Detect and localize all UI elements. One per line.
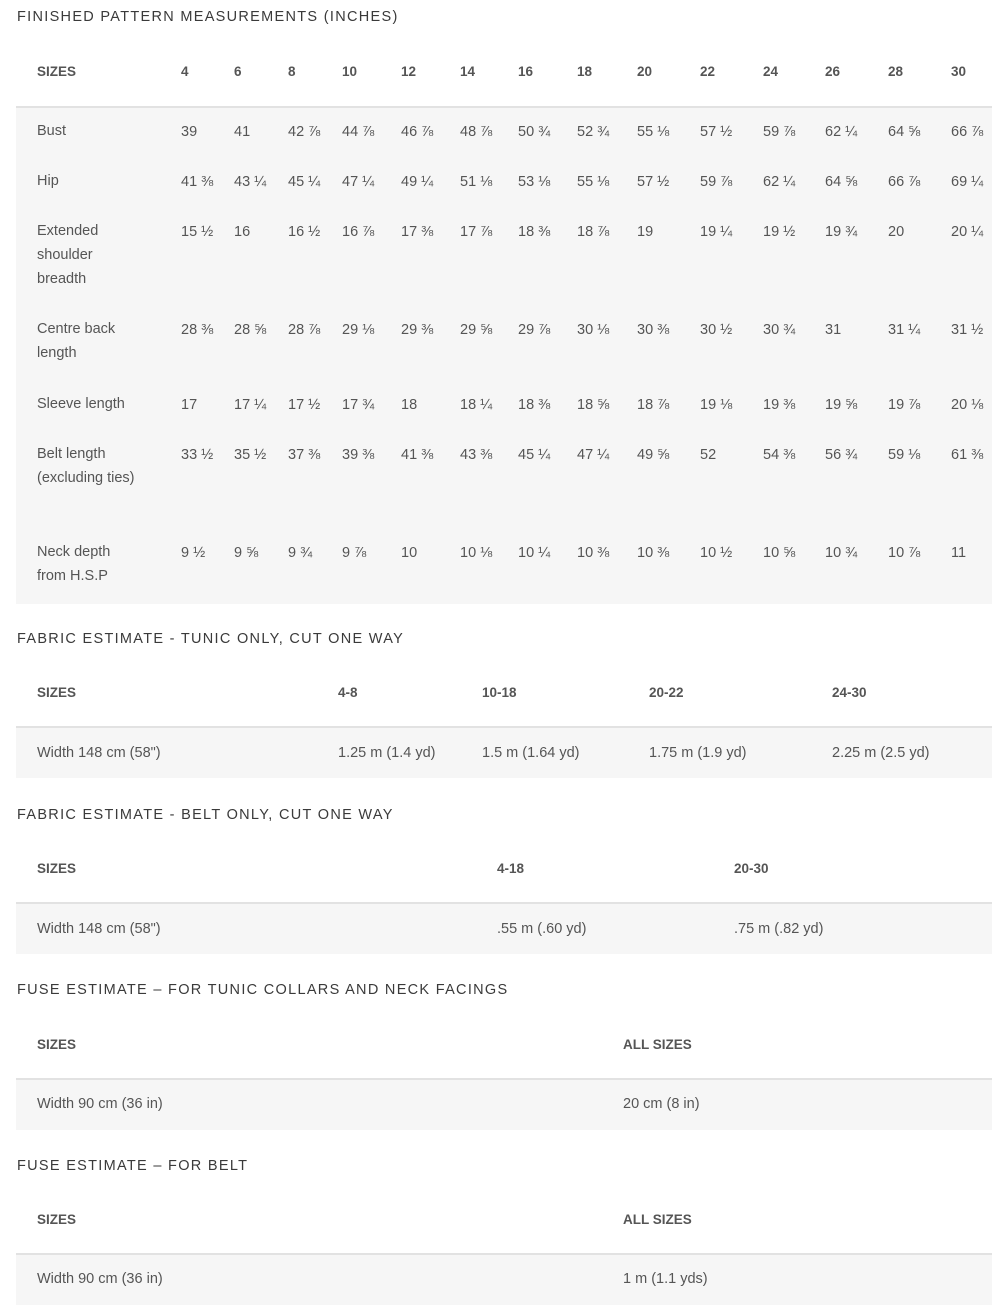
fuse-tunic-table [16,1014,992,1130]
size-range-header: ALL SIZES [623,1212,692,1227]
size-range-header: 10-18 [482,685,517,700]
measurement-value: 42 ⅞ [288,124,321,140]
measurement-value: 62 ¼ [763,174,796,190]
measurement-value: 64 ⅝ [888,124,921,140]
measurement-value: 30 ⅜ [637,322,670,338]
measurement-value: 18 ¼ [460,397,493,413]
fuse-belt-title: FUSE ESTIMATE – FOR BELT [17,1158,249,1174]
measurement-value: 41 [234,124,251,140]
measurement-value: 17 ¾ [342,397,375,413]
row-label: Hip [37,173,59,189]
measurement-value: 49 ¼ [401,174,434,190]
measurement-value: 29 ⅞ [518,322,551,338]
measurement-value: 28 ⅞ [288,322,321,338]
fabric-belt-header-row [16,838,992,904]
measurement-value: 39 [181,124,198,140]
measurement-value: 33 ½ [181,447,214,463]
measurement-value: 9 ½ [181,545,206,561]
measurement-value: 10 ⅜ [577,545,610,561]
measurement-value: 57 ½ [637,174,670,190]
sizes-header: SIZES [37,685,77,700]
size-range-header: 20-30 [734,861,769,876]
measurement-value: 66 ⅞ [888,174,921,190]
measurement-value: 10 ⅝ [763,545,796,561]
measurement-value: 10 ½ [700,545,733,561]
size-range-header: ALL SIZES [623,1037,692,1052]
measurement-value: 54 ⅜ [763,447,796,463]
cell-value: 20 cm (8 in) [623,1096,700,1112]
measurement-value: 10 ¾ [825,545,858,561]
size-range-header: 20-22 [649,685,684,700]
row-label: Width 90 cm (36 in) [37,1271,163,1287]
fuse-belt-header-row [16,1189,992,1255]
measurement-value: 59 ⅞ [763,124,796,140]
sizes-header: SIZES [37,861,77,876]
measurement-value: 47 ¼ [342,174,375,190]
row-label: Width 148 cm (58") [37,921,161,937]
measurement-value: 10 ⅞ [888,545,921,561]
row-label: Width 148 cm (58") [37,745,161,761]
size-column-header: 12 [401,64,417,79]
measurements-title: FINISHED PATTERN MEASUREMENTS (INCHES) [17,9,399,25]
measurement-value: 41 ⅜ [181,174,214,190]
measurement-value: 52 [700,447,717,463]
measurement-value: 53 ⅛ [518,174,551,190]
measurement-value: 19 ¾ [825,224,858,240]
measurement-value: 30 ½ [700,322,733,338]
measurement-value: 44 ⅞ [342,124,375,140]
sizes-header: SIZES [37,1212,77,1227]
measurement-value: 18 ⅝ [577,397,610,413]
measurements-body [16,108,992,604]
measurement-value: 35 ½ [234,447,267,463]
measurement-value: 51 ⅛ [460,174,493,190]
measurement-value: 10 ⅛ [460,545,493,561]
row-label: Width 90 cm (36 in) [37,1096,163,1112]
row-label: Extended shoulder breadth [37,223,99,287]
measurement-value: 64 ⅝ [825,174,858,190]
measurement-value: 11 [951,545,967,561]
row-label: Neck depth from H.S.P [37,544,111,584]
measurement-value: 43 ¼ [234,174,267,190]
fuse-belt-table [16,1189,992,1305]
size-column-header: 30 [951,64,967,79]
sizes-header: SIZES [37,64,77,79]
measurement-value: 30 ¾ [763,322,796,338]
measurement-value: 18 ⅜ [518,224,551,240]
size-column-header: 28 [888,64,904,79]
size-column-header: 10 [342,64,358,79]
measurement-value: 48 ⅞ [460,124,493,140]
measurement-value: 56 ¾ [825,447,858,463]
size-column-header: 4 [181,64,189,79]
measurement-value: 52 ¾ [577,124,610,140]
measurements-header-row [16,40,992,108]
fuse-tunic-row [16,1080,992,1130]
size-column-header: 14 [460,64,476,79]
measurement-value: 28 ⅜ [181,322,214,338]
size-column-header: 6 [234,64,242,79]
measurement-value: 10 ⅜ [637,545,670,561]
measurement-value: 16 [234,224,251,240]
measurement-value: 16 ⅞ [342,224,375,240]
size-column-header: 20 [637,64,653,79]
measurement-value: 31 [825,322,842,338]
size-column-header: 24 [763,64,779,79]
cell-value: 1.25 m (1.4 yd) [338,745,436,761]
measurement-value: 17 ½ [288,397,321,413]
measurement-value: 46 ⅞ [401,124,434,140]
row-label: Centre back length [37,321,116,361]
measurement-value: 16 ½ [288,224,321,240]
measurement-value: 9 ¾ [288,545,313,561]
measurement-value: 20 ⅛ [951,397,984,413]
measurement-value: 39 ⅜ [342,447,375,463]
cell-value: .75 m (.82 yd) [734,921,824,937]
measurement-value: 17 [181,397,198,413]
size-range-header: 4-8 [338,685,358,700]
measurement-value: 29 ⅛ [342,322,375,338]
measurement-value: 10 [401,545,418,561]
measurement-value: 62 ¼ [825,124,858,140]
fabric-tunic-row [16,728,992,778]
fabric-belt-title: FABRIC ESTIMATE - BELT ONLY, CUT ONE WAY [17,807,394,823]
measurement-value: 29 ⅜ [401,322,434,338]
measurement-value: 19 ⅝ [825,397,858,413]
measurement-value: 69 ¼ [951,174,984,190]
sizes-header: SIZES [37,1037,77,1052]
measurement-value: 19 ⅛ [700,397,733,413]
fabric-tunic-header-row [16,662,992,728]
cell-value: 1.75 m (1.9 yd) [649,745,747,761]
measurement-value: 17 ⅞ [460,224,493,240]
measurement-value: 41 ⅜ [401,447,434,463]
measurement-value: 28 ⅝ [234,322,267,338]
measurement-value: 66 ⅞ [951,124,984,140]
measurement-value: 19 [637,224,654,240]
measurement-value: 61 ⅜ [951,447,984,463]
cell-value: 2.25 m (2.5 yd) [832,745,930,761]
measurement-value: 59 ⅞ [700,174,733,190]
size-column-header: 8 [288,64,296,79]
measurements-table [16,40,992,604]
measurement-value: 30 ⅛ [577,322,610,338]
measurement-value: 43 ⅜ [460,447,493,463]
measurement-value: 29 ⅝ [460,322,493,338]
measurement-value: 50 ¾ [518,124,551,140]
measurement-value: 19 ⅜ [763,397,796,413]
size-column-header: 26 [825,64,841,79]
measurement-value: 45 ¼ [288,174,321,190]
measurement-value: 57 ½ [700,124,733,140]
measurement-value: 17 ¼ [234,397,267,413]
fuse-tunic-title: FUSE ESTIMATE – FOR TUNIC COLLARS AND NECK FACINGS [17,982,509,998]
size-column-header: 18 [577,64,593,79]
measurement-value: 15 ½ [181,224,214,240]
measurement-value: 19 ¼ [700,224,733,240]
measurement-value: 19 ⅞ [888,397,921,413]
measurement-value: 18 ⅜ [518,397,551,413]
fabric-belt-row [16,904,992,954]
measurement-value: 55 ⅛ [577,174,610,190]
measurement-value: 18 ⅞ [637,397,670,413]
measurement-value: 31 ½ [951,322,984,338]
fuse-tunic-header-row [16,1014,992,1080]
size-range-header: 24-30 [832,685,867,700]
measurement-value: 9 ⅞ [342,545,367,561]
measurement-value: 59 ⅛ [888,447,921,463]
measurement-value: 19 ½ [763,224,796,240]
measurement-value: 37 ⅜ [288,447,321,463]
fabric-belt-table [16,838,992,954]
measurement-value: 10 ¼ [518,545,551,561]
measurement-value: 20 ¼ [951,224,984,240]
cell-value: 1 m (1.1 yds) [623,1271,708,1287]
fuse-belt-row [16,1255,992,1305]
measurement-value: 18 ⅞ [577,224,610,240]
row-label: Bust [37,123,67,139]
measurement-value: 9 ⅝ [234,545,259,561]
row-label: Belt length (excluding ties) [37,446,135,486]
measurement-value: 20 [888,224,905,240]
measurement-value: 18 [401,397,418,413]
size-column-header: 22 [700,64,716,79]
size-column-header: 16 [518,64,534,79]
fabric-tunic-table [16,662,992,778]
fabric-tunic-title: FABRIC ESTIMATE - TUNIC ONLY, CUT ONE WAY [17,631,405,647]
measurement-value: 17 ⅜ [401,224,434,240]
cell-value: .55 m (.60 yd) [497,921,587,937]
cell-value: 1.5 m (1.64 yd) [482,745,580,761]
measurement-value: 45 ¼ [518,447,551,463]
size-range-header: 4-18 [497,861,525,876]
measurement-value: 55 ⅛ [637,124,670,140]
row-label: Sleeve length [37,396,125,412]
measurement-value: 31 ¼ [888,322,921,338]
measurement-value: 49 ⅝ [637,447,670,463]
measurement-value: 47 ¼ [577,447,610,463]
